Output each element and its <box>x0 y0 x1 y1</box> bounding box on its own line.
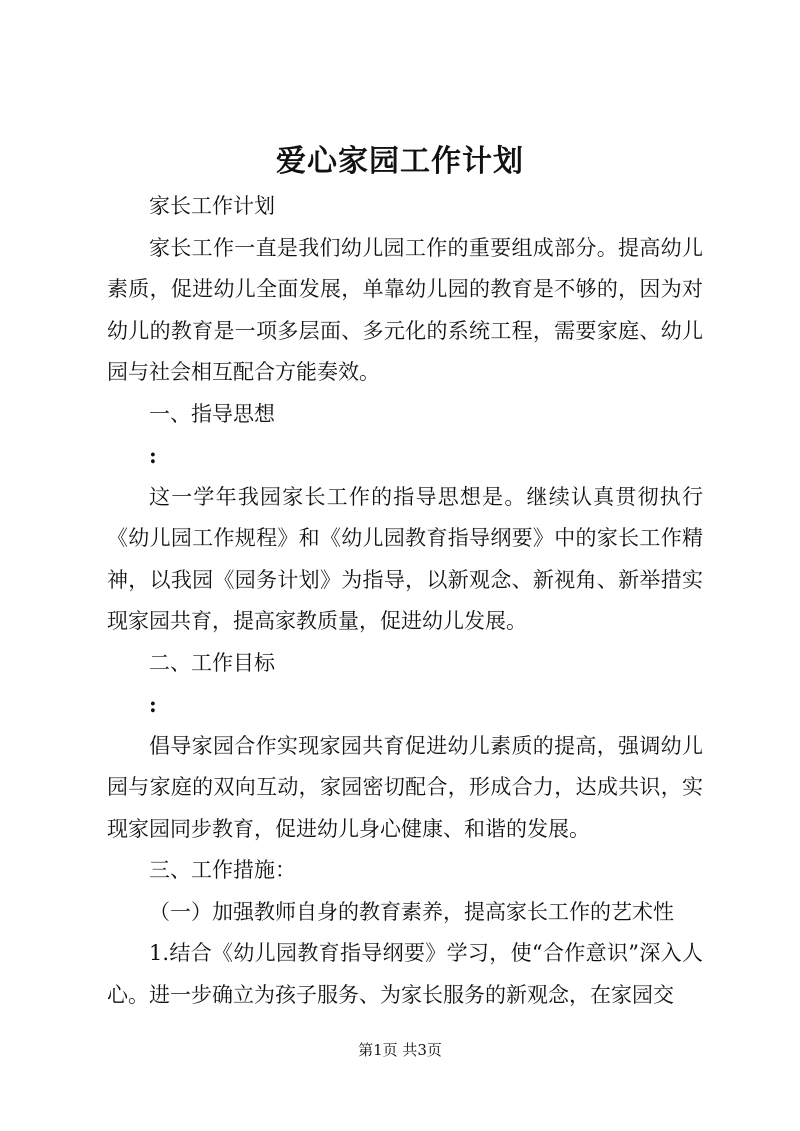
paragraph: 倡导家园合作实现家园共育促进幼儿素质的提高，强调幼儿园与家庭的双向互动，家园密切配合，形成合力，达成共识，实现家园同步教育，促进幼儿身心健康、和谐的发展。 <box>107 733 703 841</box>
section-heading: 二、工作目标 <box>149 650 275 675</box>
document-body <box>107 186 703 1016</box>
colon-line: : <box>149 692 157 717</box>
document-title: 爱心家园工作计划 <box>276 144 524 179</box>
colon-line: : <box>149 443 157 468</box>
section-heading: 家长工作计划 <box>149 194 275 218</box>
page-footer: 第1页 共3页 <box>358 1041 442 1059</box>
section-heading: 三、工作措施： <box>149 858 296 882</box>
subsection-heading: （一）加强教师自身的教育素养，提高家长工作的艺术性 <box>149 899 674 924</box>
section-heading: 一、指导思想 <box>149 401 275 426</box>
paragraph: 家长工作一直是我们幼儿园工作的重要组成部分。提高幼儿素质，促进幼儿全面发展，单靠幼儿园的教育是不够的，因为对幼儿的教育是一项多层面、多元化的系统工程，需要家庭、幼儿园与社会相互配合方能奏效。 <box>107 235 703 384</box>
paragraph: 这一学年我园家长工作的指导思想是。继续认真贯彻执行《幼儿园工作规程》和《幼儿园教育指导纲要》中的家长工作精神，以我园《园务计划》为指导，以新观念、新视角、新举措实现家园共育，提高家教质量，促进幼儿发展。 <box>107 484 703 633</box>
paragraph: 1.结合《幼儿园教育指导纲要》学习，使“合作意识”深入人心。进一步确立为孩子服务、为家长服务的新观念，在家园交 <box>107 941 703 1007</box>
